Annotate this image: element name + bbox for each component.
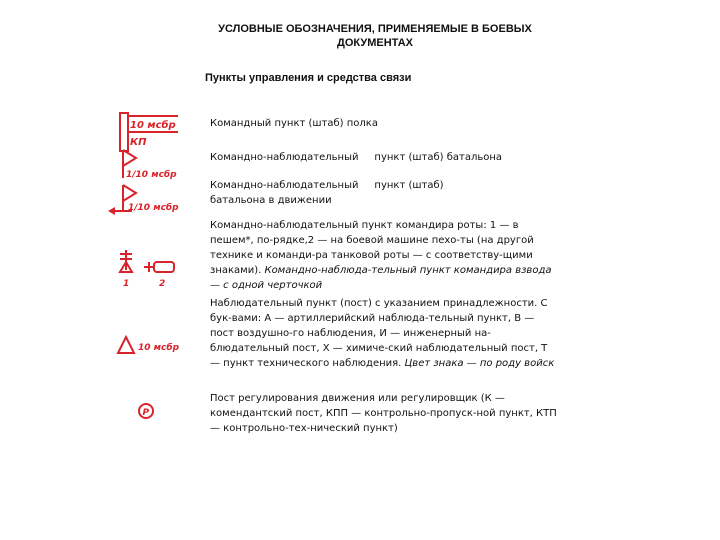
company-label-2: 2 bbox=[159, 279, 166, 289]
entry-observation-post-battalion: Командно-наблюдательный пункт (штаб) батальона bbox=[210, 152, 503, 163]
traffic-letter: Р bbox=[142, 408, 150, 418]
op-moving-unit-label: 1/10 мсбр bbox=[128, 203, 179, 213]
observation-post-symbol bbox=[116, 335, 186, 357]
company-label-1: 1 bbox=[123, 279, 130, 289]
page-title: УСЛОВНЫЕ ОБОЗНАЧЕНИЯ, ПРИМЕНЯЕМЫЕ В БОЕВЫХ ДОКУМЕНТАХ bbox=[218, 23, 532, 49]
entry-traffic-control: Пост регулирования движения или регулировщик (К — комендантский пост, КПП — контрольно-пропуск-ной пункт, КТП — контрольно-тех-нический пункт) bbox=[210, 393, 557, 434]
entry-company-commander-post: Командно-наблюдательный пункт командира роты: 1 — в пешем*, по-рядке,2 — на боевой машине пехо-ты (на другой технике и команди-ра танковой роты — с соответству-щими знаками). Командно-наблюда-тельный пункт командира взвода— с одной черточкой bbox=[210, 220, 552, 291]
cp-type-label: КП bbox=[130, 137, 147, 148]
op-unit-label: 1/10 мсбр bbox=[126, 170, 177, 180]
company-commander-post-symbol bbox=[114, 248, 184, 288]
command-observation-post-symbol bbox=[118, 148, 188, 180]
command-post-regiment-symbol bbox=[118, 111, 188, 153]
observation-unit-label: 10 мсбр bbox=[138, 343, 180, 353]
section-subtitle: Пункты управления и средства связи bbox=[205, 72, 412, 84]
cp-unit-label: 10 мсбр bbox=[130, 120, 176, 131]
entry-observation-post-moving: Командно-наблюдательный пункт (штаб) батальона в движении bbox=[210, 180, 444, 206]
traffic-control-symbol bbox=[137, 402, 157, 422]
entry-observation-post: Наблюдательный пункт (пост) с указанием принадлежности. С бук-вами: А — артиллерийский наблюда-тельный пункт, В — пост воздушно-го наблюдения, И — инженерный на-блюдательный пост, Х — химиче-ский наблюдательный пост, Т — пункт технического наблюдения. Цвет знака — по роду войск bbox=[210, 298, 555, 369]
observation-post-moving-symbol bbox=[106, 183, 186, 219]
entry-command-post: Командный пункт (штаб) полка bbox=[210, 118, 378, 129]
